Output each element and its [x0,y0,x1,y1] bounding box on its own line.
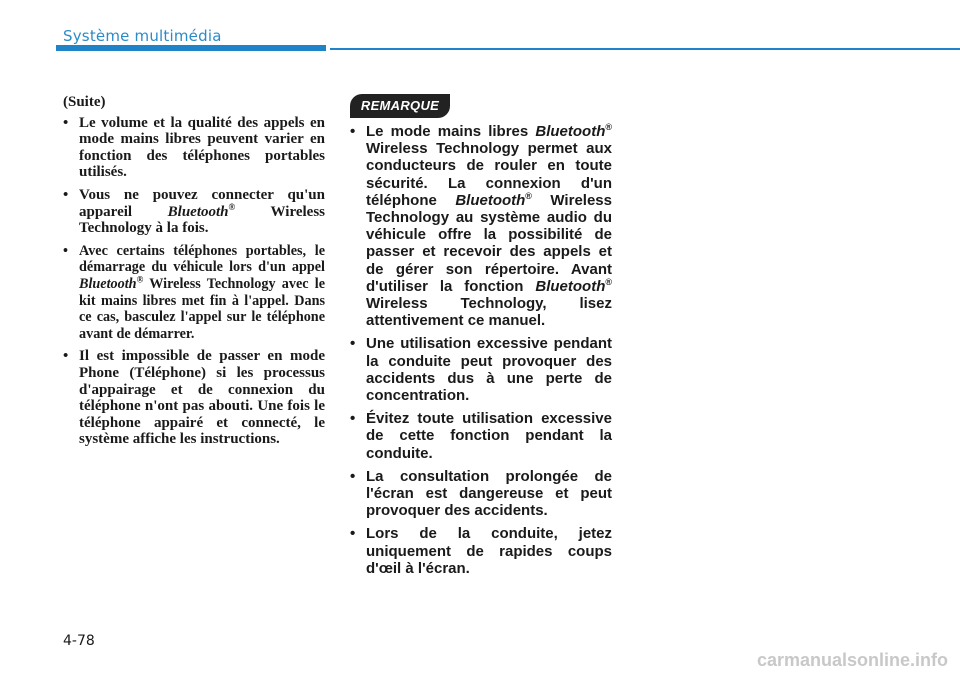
bluetooth-brand: Bluetooth [535,123,606,140]
list-item: • Avec certains téléphones portables, le démarrage du véhicule lors d'un appel Bluetooth® Wireless Technology avec le kit mains libres met fin à l'appel. Dans ce cas, basculez l'appel sur le téléphone avant de démarrer. [63,243,325,343]
bluetooth-brand: Bluetooth [455,191,526,209]
right-bullet-list [350,123,612,577]
watermark: carmanualsonline.info [756,650,948,670]
list-item: • Le mode mains libres Bluetooth® Wireless Technology permet aux conducteurs de rouler en toute sécurité. La connexion d'un téléphone Bluetooth® Wireless Technology au système audio du véhicule offre la possibilité de passer et recevoir des appels et de gérer son répertoire. Avant d'utiliser la fonction Bluetooth® Wireless Technology, lisez attentivement ce manuel. [350,123,612,329]
list-item: • Il est impossible de passer en mode Phone (Téléphone) si les processus d'appairage et de connexion du téléphone n'ont pas abouti. Une fois le téléphone appairé et connecté, le système affiche les instructions. [63,348,325,448]
remarque-badge: REMARQUE [350,94,450,118]
list-item: • Une utilisation excessive pendant la conduite peut provoquer des accidents dus à une perte de concentration. [350,335,612,404]
list-item: • Vous ne pouvez connecter qu'un appareil Bluetooth® Wireless Technology à la fois. [63,187,325,237]
left-bullet-list [63,115,325,448]
section-title: Système multimédia [63,27,222,45]
bluetooth-brand: Bluetooth [167,203,229,220]
continued-label: (Suite) [63,94,106,110]
left-column [63,94,325,454]
bluetooth-brand: Bluetooth [535,277,606,295]
list-item: • La consultation prolongée de l'écran est dangereuse et peut provoquer des accidents. [350,468,612,520]
list-item: • Lors de la conduite, jetez uniquement de rapides coups d'œil à l'écran. [350,525,612,577]
page-number: 4-78 [63,633,95,649]
header-rule [330,48,960,50]
right-column [350,123,612,583]
bluetooth-brand: Bluetooth [79,275,137,292]
list-item: • Évitez toute utilisation excessive de cette fonction pendant la conduite. [350,410,612,462]
list-item: • Le volume et la qualité des appels en mode mains libres peuvent varier en fonction des téléphones portables utilisés. [63,115,325,181]
header-accent-bar [56,45,326,51]
